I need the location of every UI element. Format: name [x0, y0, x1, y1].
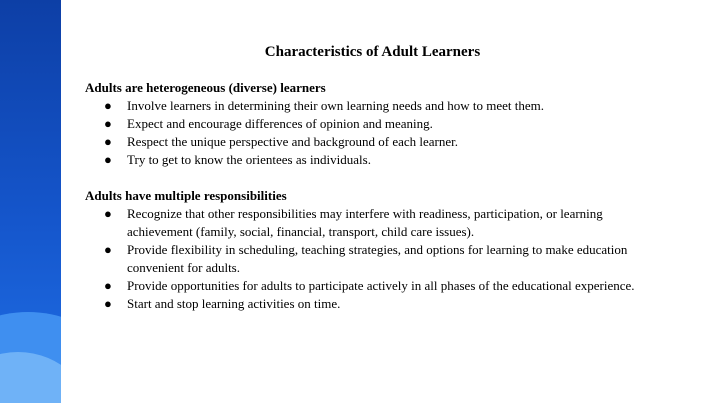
list-item-text: Try to get to know the orientees as individuals. — [127, 152, 371, 167]
list-item — [85, 241, 645, 277]
section-diverse-learners — [85, 79, 645, 169]
list-item — [85, 277, 645, 295]
decorative-side-band — [0, 0, 61, 403]
list-item-text: Expect and encourage differences of opinion and meaning. — [127, 116, 433, 131]
list-item — [85, 133, 645, 151]
list-item — [85, 295, 645, 313]
list-item-text: Recognize that other responsibilities may interfere with readiness, participation, or learning achievement (family, social, financial, transport, child care issues). — [127, 206, 603, 239]
bullet-list — [85, 205, 645, 313]
list-item — [85, 205, 645, 241]
bullet-icon: ● — [104, 296, 112, 311]
bullet-icon: ● — [104, 278, 112, 293]
bullet-icon: ● — [104, 98, 112, 113]
list-item — [85, 115, 645, 133]
section-heading: Adults are heterogeneous (diverse) learners — [85, 80, 326, 95]
section-multiple-responsibilities — [85, 187, 645, 313]
slide-content — [85, 42, 645, 331]
bullet-icon: ● — [104, 242, 112, 257]
bullet-icon: ● — [104, 116, 112, 131]
bullet-list — [85, 97, 645, 169]
list-item-text: Provide flexibility in scheduling, teaching strategies, and options for learning to make education convenient for adults. — [127, 242, 628, 275]
bullet-icon: ● — [104, 134, 112, 149]
decorative-circles-graphic — [0, 0, 61, 403]
list-item-text: Involve learners in determining their own learning needs and how to meet them. — [127, 98, 544, 113]
list-item-text: Provide opportunities for adults to participate actively in all phases of the educational experience. — [127, 278, 635, 293]
slide-title: Characteristics of Adult Learners — [264, 44, 481, 60]
list-item — [85, 151, 645, 169]
list-item-text: Start and stop learning activities on time. — [127, 296, 341, 311]
list-item — [85, 97, 645, 115]
section-heading: Adults have multiple responsibilities — [85, 188, 287, 203]
bullet-icon: ● — [104, 152, 112, 167]
bullet-icon: ● — [104, 206, 112, 221]
list-item-text: Respect the unique perspective and background of each learner. — [127, 134, 458, 149]
